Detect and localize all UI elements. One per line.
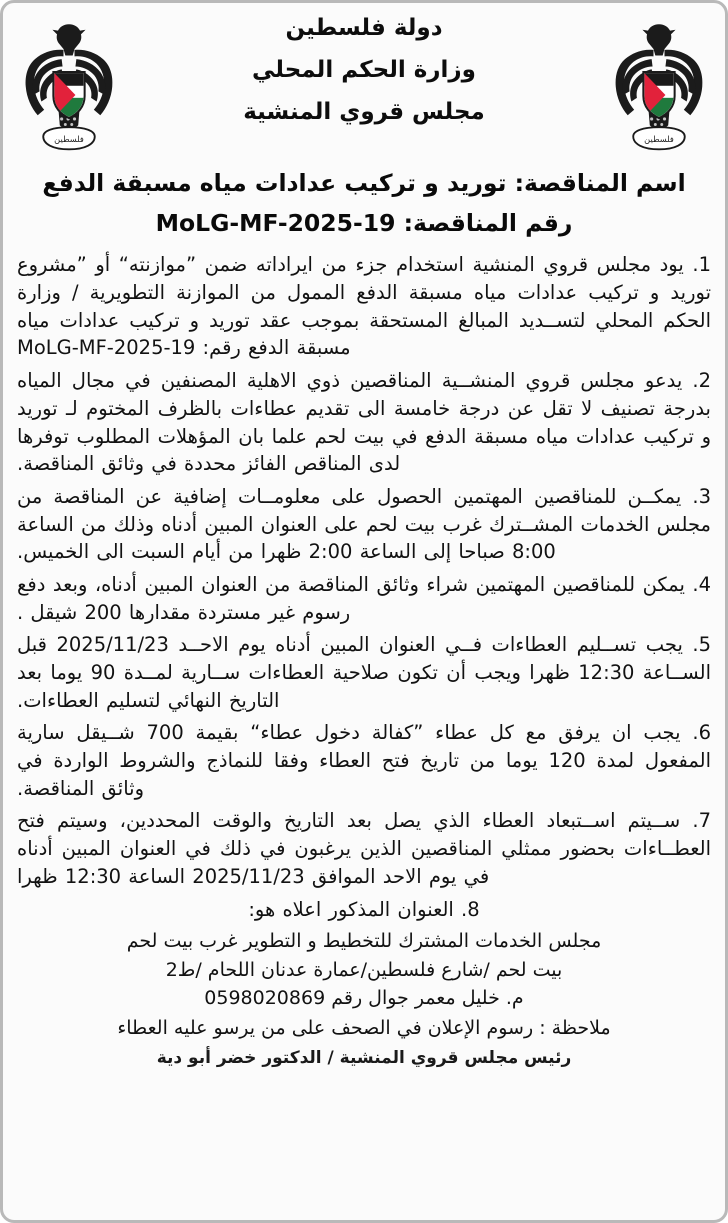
address-organization: مجلس الخدمات المشترك للتخطيط و التطوير غرب بيت لحم <box>126 930 602 953</box>
tender-name-title: اسم المناقصة: توريد و تركيب عدادات مياه مسبقة الدفع <box>42 169 686 197</box>
state-name: دولة فلسطين <box>285 15 443 41</box>
address-street: بيت لحم /شارع فلسطين/عمارة عدنان اللحام /ط2 <box>165 958 563 981</box>
clause-7: 7. ســيتم اســتبعاد العطاء الذي يصل بعد التاريخ والوقت المحددين، وسيتم فتح العطــاءات بحضور ممثلي المناقصين الذين يرغبون في ذلك في العنوان المبين أدناه في يوم الاحد الموافق 2025/11/23 الساعة 12:30 ظهرا <box>17 809 711 888</box>
clause-4: 4. يمكن للمناقصين المهتمين شراء وثائق المناقصة من العنوان المبين أدناه، وبعد دفع رسوم غير مستردة مقدارها 200 شيقل . <box>17 572 711 624</box>
header-title-group <box>133 17 595 124</box>
tender-number-label: رقم المناقصة: <box>403 209 573 238</box>
footer-signature: رئيس مجلس قروي المنشية / الدكتور خضر أبو دية <box>156 1047 572 1068</box>
clause-2: 2. يدعو مجلس قروي المنشــية المناقصين ذوي الاهلية المصنفين في مجال المياه بدرجة تصنيف لا تقل عن درجة خامسة الى تقديم عطاءات بالظرف المختوم لـ توريد و تركيب عدادات مياه مسبقة الدفع في بيت لحم علما بان المؤهلات المطلوب توفرها لدى المناقص الفائز محددة في وثائق المناقصة. <box>17 369 711 476</box>
clauses-container <box>13 251 715 923</box>
clause-6: 6. يجب ان يرفق مع كل عطاء ”كفالة دخول عطاء“ بقيمة 700 شــيقل سارية المفعول لمدة 120 يوما من تاريخ فتح العطاء وفقا للنماذج والشروط الواردة في وثائق المناقصة. <box>17 721 711 800</box>
clause-8: 8. العنوان المذكور اعلاه هو: <box>248 897 480 921</box>
palestinian-coat-of-arms-icon-left <box>23 17 115 163</box>
ministry-name: وزارة الحكم المحلي <box>252 57 476 83</box>
tender-number-value: MoLG-MF-2025-19 <box>155 209 396 238</box>
address-contact-phone: م. خليل معمر جوال رقم 0598020869 <box>204 987 524 1010</box>
clause-3: 3. يمكــن للمناقصين المهتمين الحصول على معلومــات إضافية عن المناقصة من مجلس الخدمات المشــترك غرب بيت لحم على العنوان المبين أدناه وذلك من الساعة 8:00 صباحا إلى الساعة 2:00 ظهرا من أيام السبت الى الخميس. <box>17 484 711 564</box>
svg-text:فلسطين: فلسطين <box>54 133 84 144</box>
clause-1: 1. يود مجلس قروي المنشية استخدام جزء من ايراداته ضمن ”موازنته“ أو ”مشروع توريد و تركيب عدادات مياه مسبقة الدفع الممول من الموازنة التطويرية / وزارة الحكم المحلي لتســديد المبالغ المستحقة بموجب عقد توريد و تركيب عدادات مياه مسبقة الدفع رقم: MoLG-MF-2025-19 <box>17 253 711 360</box>
svg-text:فلسطين: فلسطين <box>644 133 674 144</box>
document-header <box>13 11 715 163</box>
council-name: مجلس قروي المنشية <box>243 99 485 125</box>
tender-number-title <box>13 209 715 237</box>
palestinian-coat-of-arms-icon-right <box>613 17 705 163</box>
clause-5: 5. يجب تســليم العطاءات فــي العنوان المبين أدناه يوم الاحــد 2025/11/23 قبل الســاعة 12:30 ظهرا ويجب أن تكون صلاحية العطاءات ســارية لمــدة 90 يوما بعد التاريخ النهائي لتسليم العطاءات. <box>17 633 711 712</box>
advertising-fees-note: ملاحظة : رسوم الإعلان في الصحف على من يرسو عليه العطاء <box>117 1016 611 1039</box>
address-block <box>13 928 715 1012</box>
